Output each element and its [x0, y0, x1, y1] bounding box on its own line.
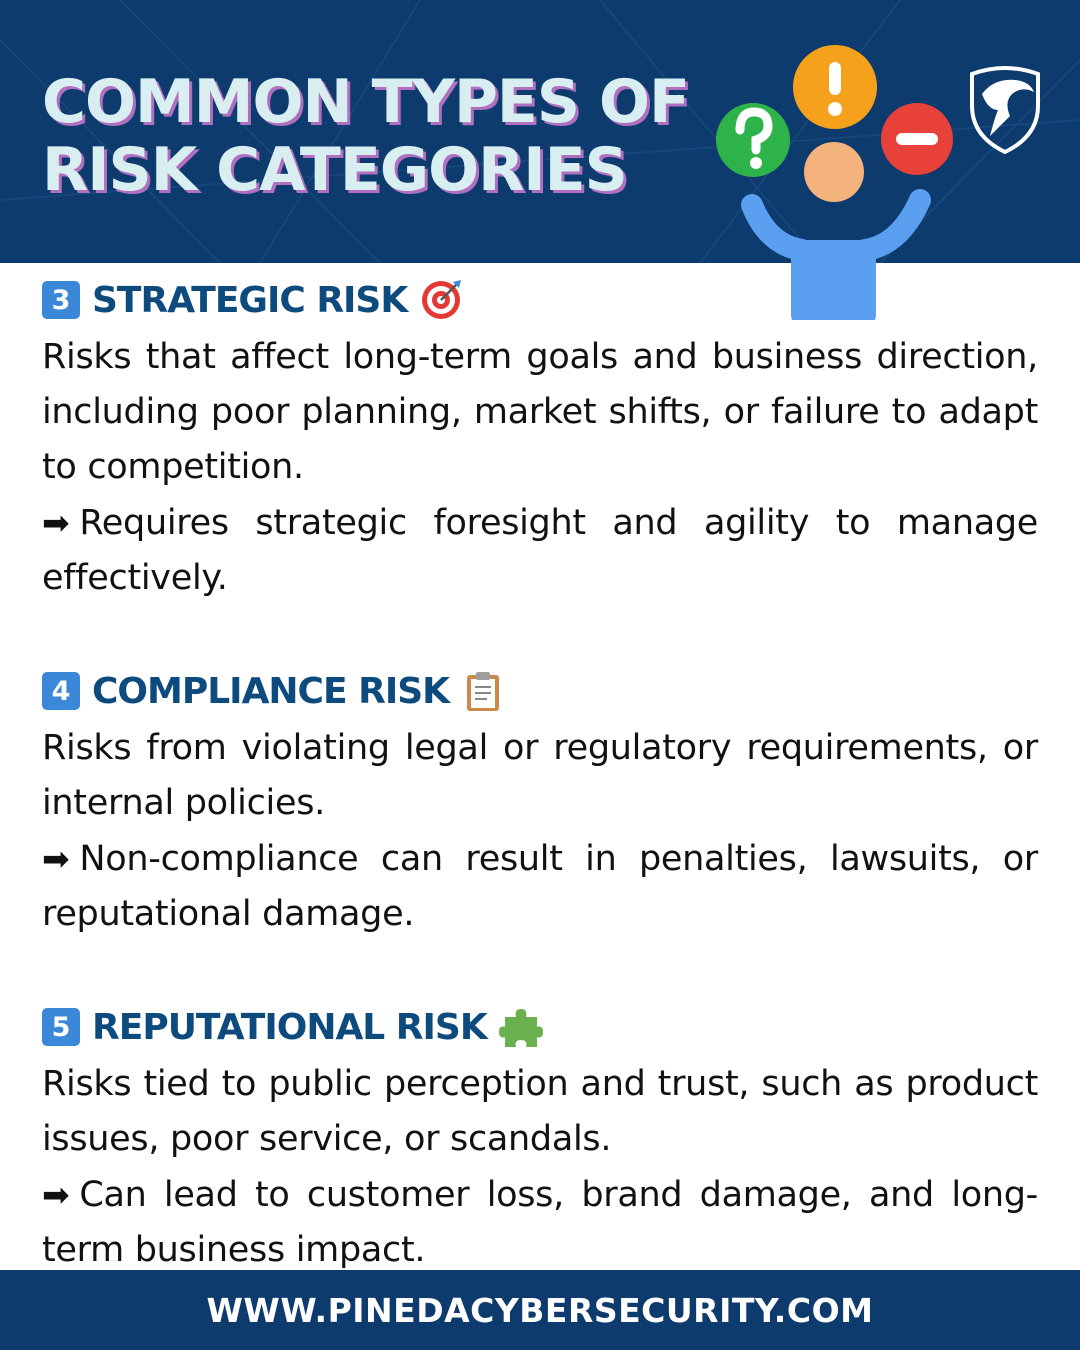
number-badge: 3: [42, 281, 80, 319]
risk-section-strategic: [42, 270, 1038, 606]
number-badge: 4: [42, 672, 80, 710]
section-heading: [42, 661, 1038, 721]
section-description: Risks from violating legal or regulatory requirements, or internal policies.: [42, 728, 1038, 823]
main-content: [42, 270, 1038, 1278]
company-logo-shield-icon: [964, 64, 1046, 154]
question-mark-icon: [716, 103, 790, 177]
number-badge: 5: [42, 1008, 80, 1046]
arrow-icon: ➡: [42, 503, 70, 542]
consequence-text: Can lead to customer loss, brand damage, and long-term business impact.: [42, 1175, 1038, 1270]
target-icon: [419, 278, 463, 322]
section-consequence: [42, 495, 1038, 606]
section-heading: [42, 997, 1038, 1057]
section-consequence: [42, 1167, 1038, 1278]
risk-section-reputational: [42, 997, 1038, 1278]
section-title: STRATEGIC RISK: [92, 279, 408, 321]
arrow-icon: ➡: [42, 839, 70, 878]
minus-icon: [881, 103, 953, 175]
page-title: [42, 68, 689, 204]
clipboard-icon: [461, 669, 505, 713]
section-title: REPUTATIONAL RISK: [92, 1006, 487, 1048]
section-consequence: [42, 831, 1038, 942]
section-description: Risks tied to public perception and trust, such as product issues, poor service, or scandals.: [42, 1064, 1038, 1159]
section-title: COMPLIANCE RISK: [92, 670, 450, 712]
title-line-2: RISK CATEGORIES: [42, 135, 627, 205]
title-line-1: COMMON TYPES OF: [42, 67, 689, 137]
exclamation-icon: [793, 45, 877, 129]
footer-banner: [0, 1270, 1080, 1350]
arrow-icon: ➡: [42, 1175, 70, 1214]
puzzle-piece-icon: [499, 1005, 543, 1049]
risk-section-compliance: [42, 661, 1038, 942]
consequence-text: Requires strategic foresight and agility to manage effectively.: [42, 503, 1038, 598]
website-link[interactable]: WWW.PINEDACYBERSECURITY.COM: [206, 1290, 874, 1330]
section-description: Risks that affect long-term goals and business direction, including poor planning, market shifts, or failure to adapt to competition.: [42, 337, 1038, 487]
consequence-text: Non-compliance can result in penalties, lawsuits, or reputational damage.: [42, 839, 1038, 934]
section-heading: [42, 270, 1038, 330]
